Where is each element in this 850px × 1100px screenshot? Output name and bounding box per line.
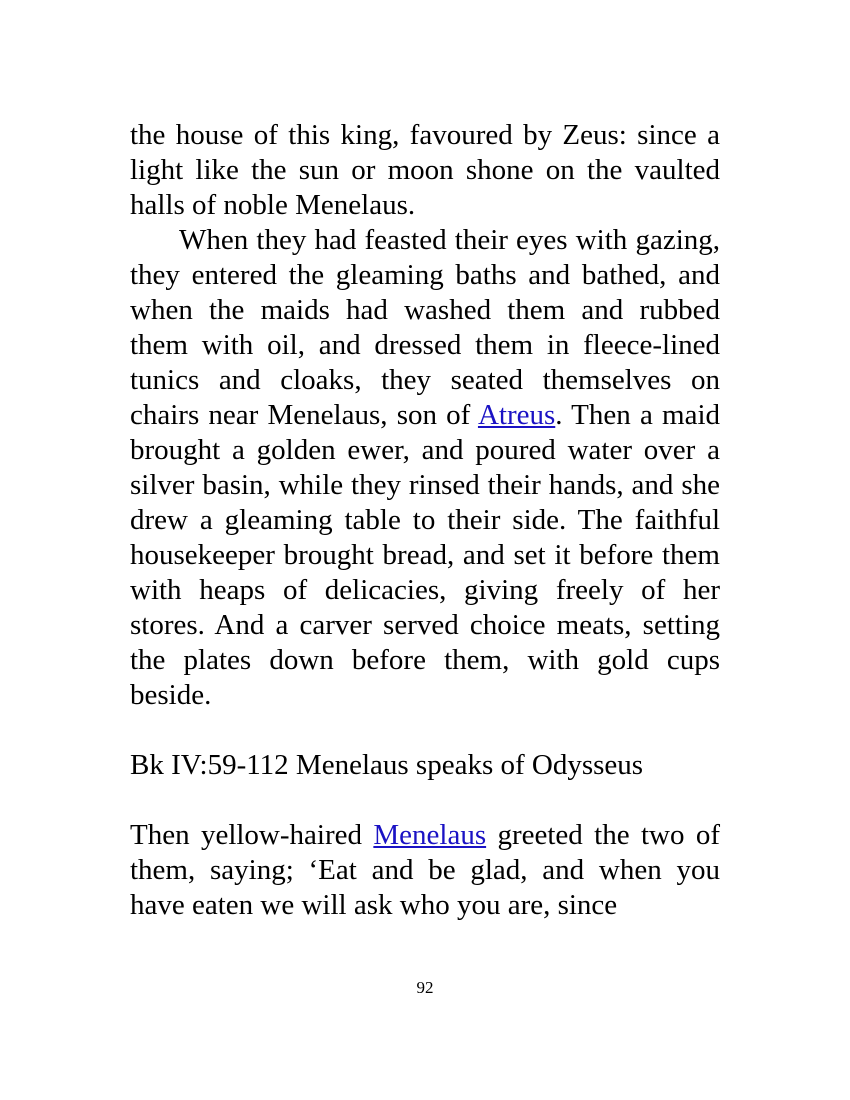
paragraph-text: greeted the two of them, saying; ‘Eat and be glad, and when you have eaten we will ask who you are, since	[130, 819, 720, 921]
paragraph-text: . Then a maid brought a golden ewer, and poured water over a silver basin, while they rinsed their hands, and she drew a gleaming table to their side. The faithful housekeeper brought bread, and set it before them with heaps of delicacies, giving freely of her stores. And a carver served choice meats, setting the plates down before them, with gold cups beside.	[130, 399, 721, 711]
paragraph-text: Then yellow-haired	[130, 819, 374, 851]
page-body	[130, 118, 720, 923]
paragraph-greeting	[130, 818, 720, 923]
paragraph-continuation	[130, 118, 720, 223]
atreus-link[interactable]: Atreus	[477, 399, 556, 431]
menelaus-link[interactable]: Menelaus	[373, 819, 487, 851]
page-number: 92	[416, 978, 434, 997]
section-heading: Bk IV:59-112 Menelaus speaks of Odysseus	[130, 749, 644, 781]
paragraph-text: When they had feasted their eyes with gazing, they entered the gleaming baths and bathed, and when the maids had washed them and rubbed them with oil, and dressed them in fleece-lined tunics and cloaks, they seated themselves on chairs near Menelaus, son of	[130, 224, 720, 431]
paragraph-feast	[130, 223, 720, 713]
paragraph-text: the house of this king, favoured by Zeus: since a light like the sun or moon shone on the vaulted halls of noble Menelaus.	[130, 119, 720, 221]
